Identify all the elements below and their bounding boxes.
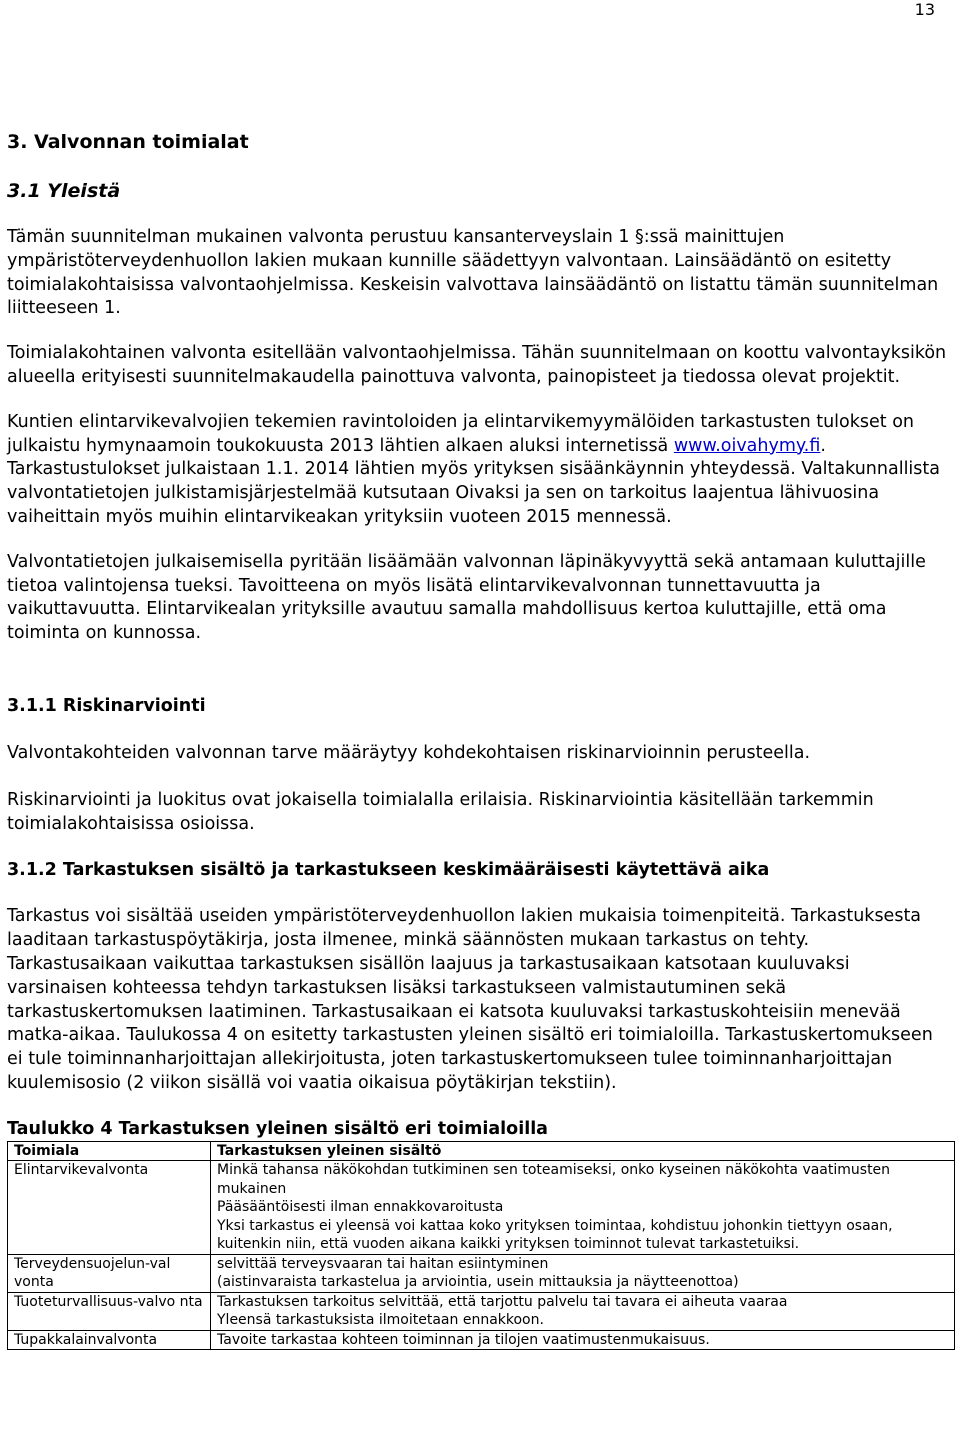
paragraph-riski-2: Riskinarviointi ja luokitus ovat jokaisella toimialalla erilaisia. Riskinarviointia käsitellään tarkemmin toimialakohtaisissa osioissa. (7, 789, 874, 834)
oivahymy-link[interactable]: www.oivahymy.fi (673, 435, 821, 456)
content-line: Tavoite tarkastaa kohteen toiminnan ja tilojen vaatimustenmukaisuus. (217, 1331, 710, 1348)
heading-tarkastuksen-sisalto: 3.1.2 Tarkastuksen sisältö ja tarkastukseen keskimääräisesti käytettävä aika (7, 860, 770, 881)
table-caption: Taulukko 4 Tarkastuksen yleinen sisältö eri toimialoilla (7, 1118, 548, 1139)
inspection-content-table (7, 1141, 955, 1351)
table-header-row (8, 1141, 955, 1161)
table-cell-content (211, 1254, 955, 1292)
table-row (8, 1161, 955, 1255)
content-line: Yleensä tarkastuksista ilmoitetaan ennakkoon. (217, 1312, 544, 1329)
content-line: Tarkastuksen tarkoitus selvittää, että tarjottu palvelu tai tavara ei aiheuta vaaraa (217, 1293, 788, 1310)
paragraph-oiva-part2: . Tarkastustulokset julkaistaan 1.1. 2014 lähtien myös yrityksen sisäänkäynnin yhteydessä. Valtakunnallista valvontatietojen julkistamisjärjestelmää kutsutaan Oivaksi ja sen on tarkoitus laajentua lähivuosina vaiheittain myös muihin elintarvikeakan yrityksiin vuoteen 2015 mennessä. (7, 435, 940, 527)
table-cell-field: Tuoteturvallisuus-valvo nta (8, 1292, 211, 1330)
table-cell-content (211, 1330, 955, 1350)
table-cell-field: Tupakkalainvalvonta (8, 1330, 211, 1350)
paragraph-intro: Tämän suunnitelman mukainen valvonta perustuu kansanterveyslain 1 §:ssä mainittujen ympäristöterveydenhuollon lakien mukaan kunnille säädettyyn valvontaan. Lainsäädäntö on esitetty toimialakohtaisissa valvontaohjelmissa. Keskeisin valvottava lainsäädäntö on listattu tämän suunnitelman liitteeseen 1. (7, 227, 939, 319)
table-header-cell: Toimiala (8, 1141, 211, 1161)
table-row (8, 1254, 955, 1292)
content-line: Minkä tahansa näkökohdan tutkiminen sen toteamiseksi, onko kyseinen näkökohta vaatimusten mukainen (217, 1162, 891, 1197)
paragraph-riski-1: Valvontakohteiden valvonnan tarve määräytyy kohdekohtaisen riskinarvioinnin perusteella. (7, 742, 811, 763)
table-cell-content (211, 1292, 955, 1330)
table-cell-field: Terveydensuojelun-val vonta (8, 1254, 211, 1292)
table-row (8, 1292, 955, 1330)
table-row (8, 1330, 955, 1350)
table-header-cell: Tarkastuksen yleinen sisältö (211, 1141, 955, 1161)
paragraph-julkaiseminen: Valvontatietojen julkaisemisella pyritään lisäämään valvonnan läpinäkyvyyttä sekä antamaan kuluttajille tietoa valintojensa tueksi. Tavoitteena on myös lisätä elintarvikevalvonnan tunnettavuutta ja vaikuttavuutta. Elintarvikealan yrityksille avautuu samalla mahdollisuus kertoa kuluttajille, että oma toiminta on kunnossa. (7, 551, 926, 644)
subsection-title: 3.1 Yleistä (7, 180, 121, 202)
content-line: Pääsääntöisesti ilman ennakkovaroitusta (217, 1199, 504, 1216)
content-line: Yksi tarkastus ei yleensä voi kattaa koko yrityksen toimintaa, kohdistuu johonkin tiettyyn osaan, kuitenkin niin, että vuoden aikana kaikki yrityksen toiminnot tulevat tarkastetuiksi. (217, 1217, 893, 1253)
document-body (7, 128, 947, 1350)
heading-riskinarviointi: 3.1.1 Riskinarviointi (7, 695, 206, 716)
paragraph-valvontaohjelmat: Toimialakohtainen valvonta esitellään valvontaohjelmissa. Tähän suunnitelmaan on koottu valvontayksikön alueella erityisesti suunnitelmakaudella painottuva valvonta, painopisteet ja tiedossa olevat projektit. (7, 343, 947, 387)
paragraph-oiva (7, 411, 947, 530)
page-number: 13 (914, 0, 935, 19)
table-cell-content (211, 1161, 955, 1255)
section-title: 3. Valvonnan toimialat (7, 131, 249, 153)
table-cell-field: Elintarvikevalvonta (8, 1161, 211, 1255)
paragraph-oiva-part1: Kuntien elintarvikevalvojien tekemien ravintoloiden ja elintarvikemyymälöiden tarkastusten tulokset on julkaistu hymynaamoin toukokuusta 2013 lähtien alkaen aluksi internetissä (7, 411, 914, 456)
paragraph-tarkastus: Tarkastus voi sisältää useiden ympäristöterveydenhuollon lakien mukaisia toimenpiteitä. Tarkastuksesta laaditaan tarkastuspöytäkirja, josta ilmenee, minkä säännösten mukaan tarkastus on tehty. Tarkastusaikaan vaikuttaa tarkastuksen sisällön laajuus ja tarkastusaikaan katsotaan kuuluvaksi varsinaisen kohteessa tehdyn tarkastuksen lisäksi tarkastukseen valmistautuminen sekä tarkastuskertomuksen laatiminen. Tarkastusaikaan ei katsota kuuluvaksi tarkastuskohteisiin menevää matka-aikaa. Taulukossa 4 on esitetty tarkastusten yleinen sisältö eri toimialoilla. Tarkastuskertomukseen ei tule toiminnanharjoittajan allekirjoitusta, joten tarkastuskertomukseen tulee toiminnanharjoittajan kuulemisosio (2 viikon sisällä voi vaatia oikaisua pöytäkirjan tekstiin). (7, 906, 933, 1093)
content-line: selvittää terveysvaaran tai haitan esiintyminen (217, 1255, 549, 1272)
content-line: (aistinvaraista tarkastelua ja arviointia, usein mittauksia ja näytteenottoa) (217, 1274, 739, 1291)
